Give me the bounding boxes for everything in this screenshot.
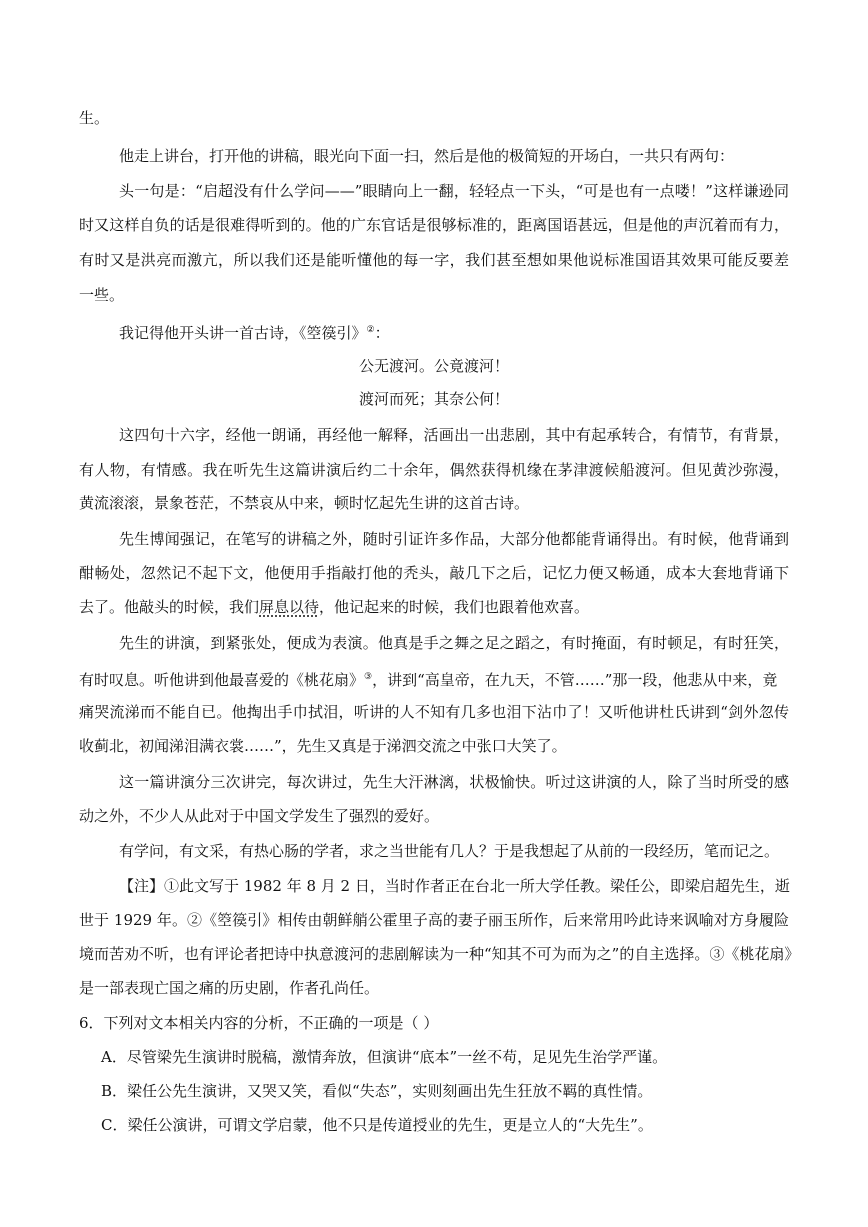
text-line: 他走上讲台，打开他的讲稿，眼光向下面一扫，然后是他的极简短的开场白，一共只有两句： [119,147,735,165]
note-line: 【注】①此文写于 1982 年 8 月 2 日，当时作者正在台北一所大学任教。梁任公，即梁启超先生，逝 [119,877,790,895]
text-line: 先生博闻强记，在笔写的讲稿之外，随时引证许多作品，大部分他都能背诵得出。有时候，他背诵到 [119,530,789,548]
text-line: 痛哭流涕而不能自已。他掏出手巾拭泪，听讲的人不知有几多也泪下沾巾了！又听他讲杜氏讲到“剑外忽传 [79,703,789,721]
text-line: 头一句是：“启超没有什么学问——”眼睛向上一翻，轻轻点一下头，“可是也有一点喽！”这样谦逊同 [119,182,789,200]
footnote-ref: ③ [364,672,373,682]
poem-line: 渡河而死；其奈公何！ [358,390,509,408]
text-run: 有时叹息。听他讲到他最喜爱的《桃花扇》 [79,671,365,689]
text-run: ，他记起来的时候，我们也跟着他欢喜。 [319,598,590,616]
text-line: 一些。 [79,286,125,304]
text-line: 有人物，有情感。我在听先生这篇讲演后约二十余年，偶然获得机缘在茅津渡候船渡河。但见黄沙弥漫， [79,461,789,479]
emphasis-text: 屏息以待 [259,598,320,616]
option-b: B．梁任公先生演讲，又哭又笑，看似“失态”，实则刻画出先生狂放不羁的真性情。 [101,1082,653,1100]
text-line: 这一篇讲演分三次讲完，每次讲过，先生大汗淋漓，状极愉快。听过这讲演的人，除了当时所受的感 [119,773,789,791]
note-line: 境而苦劝不听，也有评论者把诗中执意渡河的悲剧解读为一种“知其不可为而为之”的自主选择。③《桃花扇》 [79,945,800,963]
text-line: 生。 [79,109,110,127]
text-run: 去了。他敲头的时候，我们 [79,598,260,616]
text-line: 收蓟北，初闻涕泪满衣裳……”，先生又真是于涕泗交流之中张口大笑了。 [79,737,567,755]
text-line: 黄流滚滚，景象苍茫，不禁哀从中来，顿时忆起先生讲的这首古诗。 [79,494,530,512]
question-stem: 6．下列对文本相关内容的分析，不正确的一项是（ ） [79,1014,439,1032]
text-run: ，讲到“高皇帝，在九天，不管……”那一段，他悲从中来，竟 [372,671,778,689]
note-line: 世于 1929 年。②《箜篌引》相传由朝鲜艄公霍里子高的妻子丽玉所作，后来常用吟此诗来讽喻对方身履险 [79,911,789,929]
text-line: 有学问，有文采，有热心肠的学者，求之当世能有几人？于是我想起了从前的一段经历，笔而记之。 [119,842,780,860]
text-line [119,320,390,343]
option-c: C．梁任公演讲，可谓文学启蒙，他不只是传道授业的先生，更是立人的“大先生”。 [101,1116,653,1134]
option-a: A．尽管梁先生演讲时脱稿，激情奔放，但演讲“底本”一丝不苟，足见先生治学严谨。 [101,1048,668,1066]
text-line: 先生的讲演，到紧张处，便成为表演。他真是手之舞之足之蹈之，有时掩面，有时顿足，有时狂笑， [119,634,789,652]
text-line [79,667,777,690]
text-line: 时又这样自负的话是很难得听到的。他的广东官话是很够标准的，距离国语甚远，但是他的声沉着而有力， [79,216,789,234]
text-line: 酣畅处，忽然记不起下文，他便用手指敲打他的秃头，敲几下之后，记忆力便又畅通，成本大套地背诵下 [79,564,789,582]
text-line: 动之外，不少人从此对于中国文学发生了强烈的爱好。 [79,807,440,825]
text-line [79,597,589,617]
text-line: 有时又是洪亮而激亢，所以我们还是能听懂他的每一字，我们甚至想如果他说标准国语其效果可能反要差 [79,251,789,269]
text-run: 我记得他开头讲一首古诗，《箜篌引》 [119,324,367,342]
text-line: 这四句十六字，经他一朗诵，再经他一解释，活画出一出悲剧，其中有起承转合，有情节，有背景， [119,426,789,444]
poem-line: 公无渡河。公竟渡河！ [358,357,509,375]
note-line: 是一部表现亡国之痛的历史剧，作者孔尚任。 [79,979,380,997]
text-run: ： [374,324,390,342]
footnote-ref: ② [366,325,375,335]
